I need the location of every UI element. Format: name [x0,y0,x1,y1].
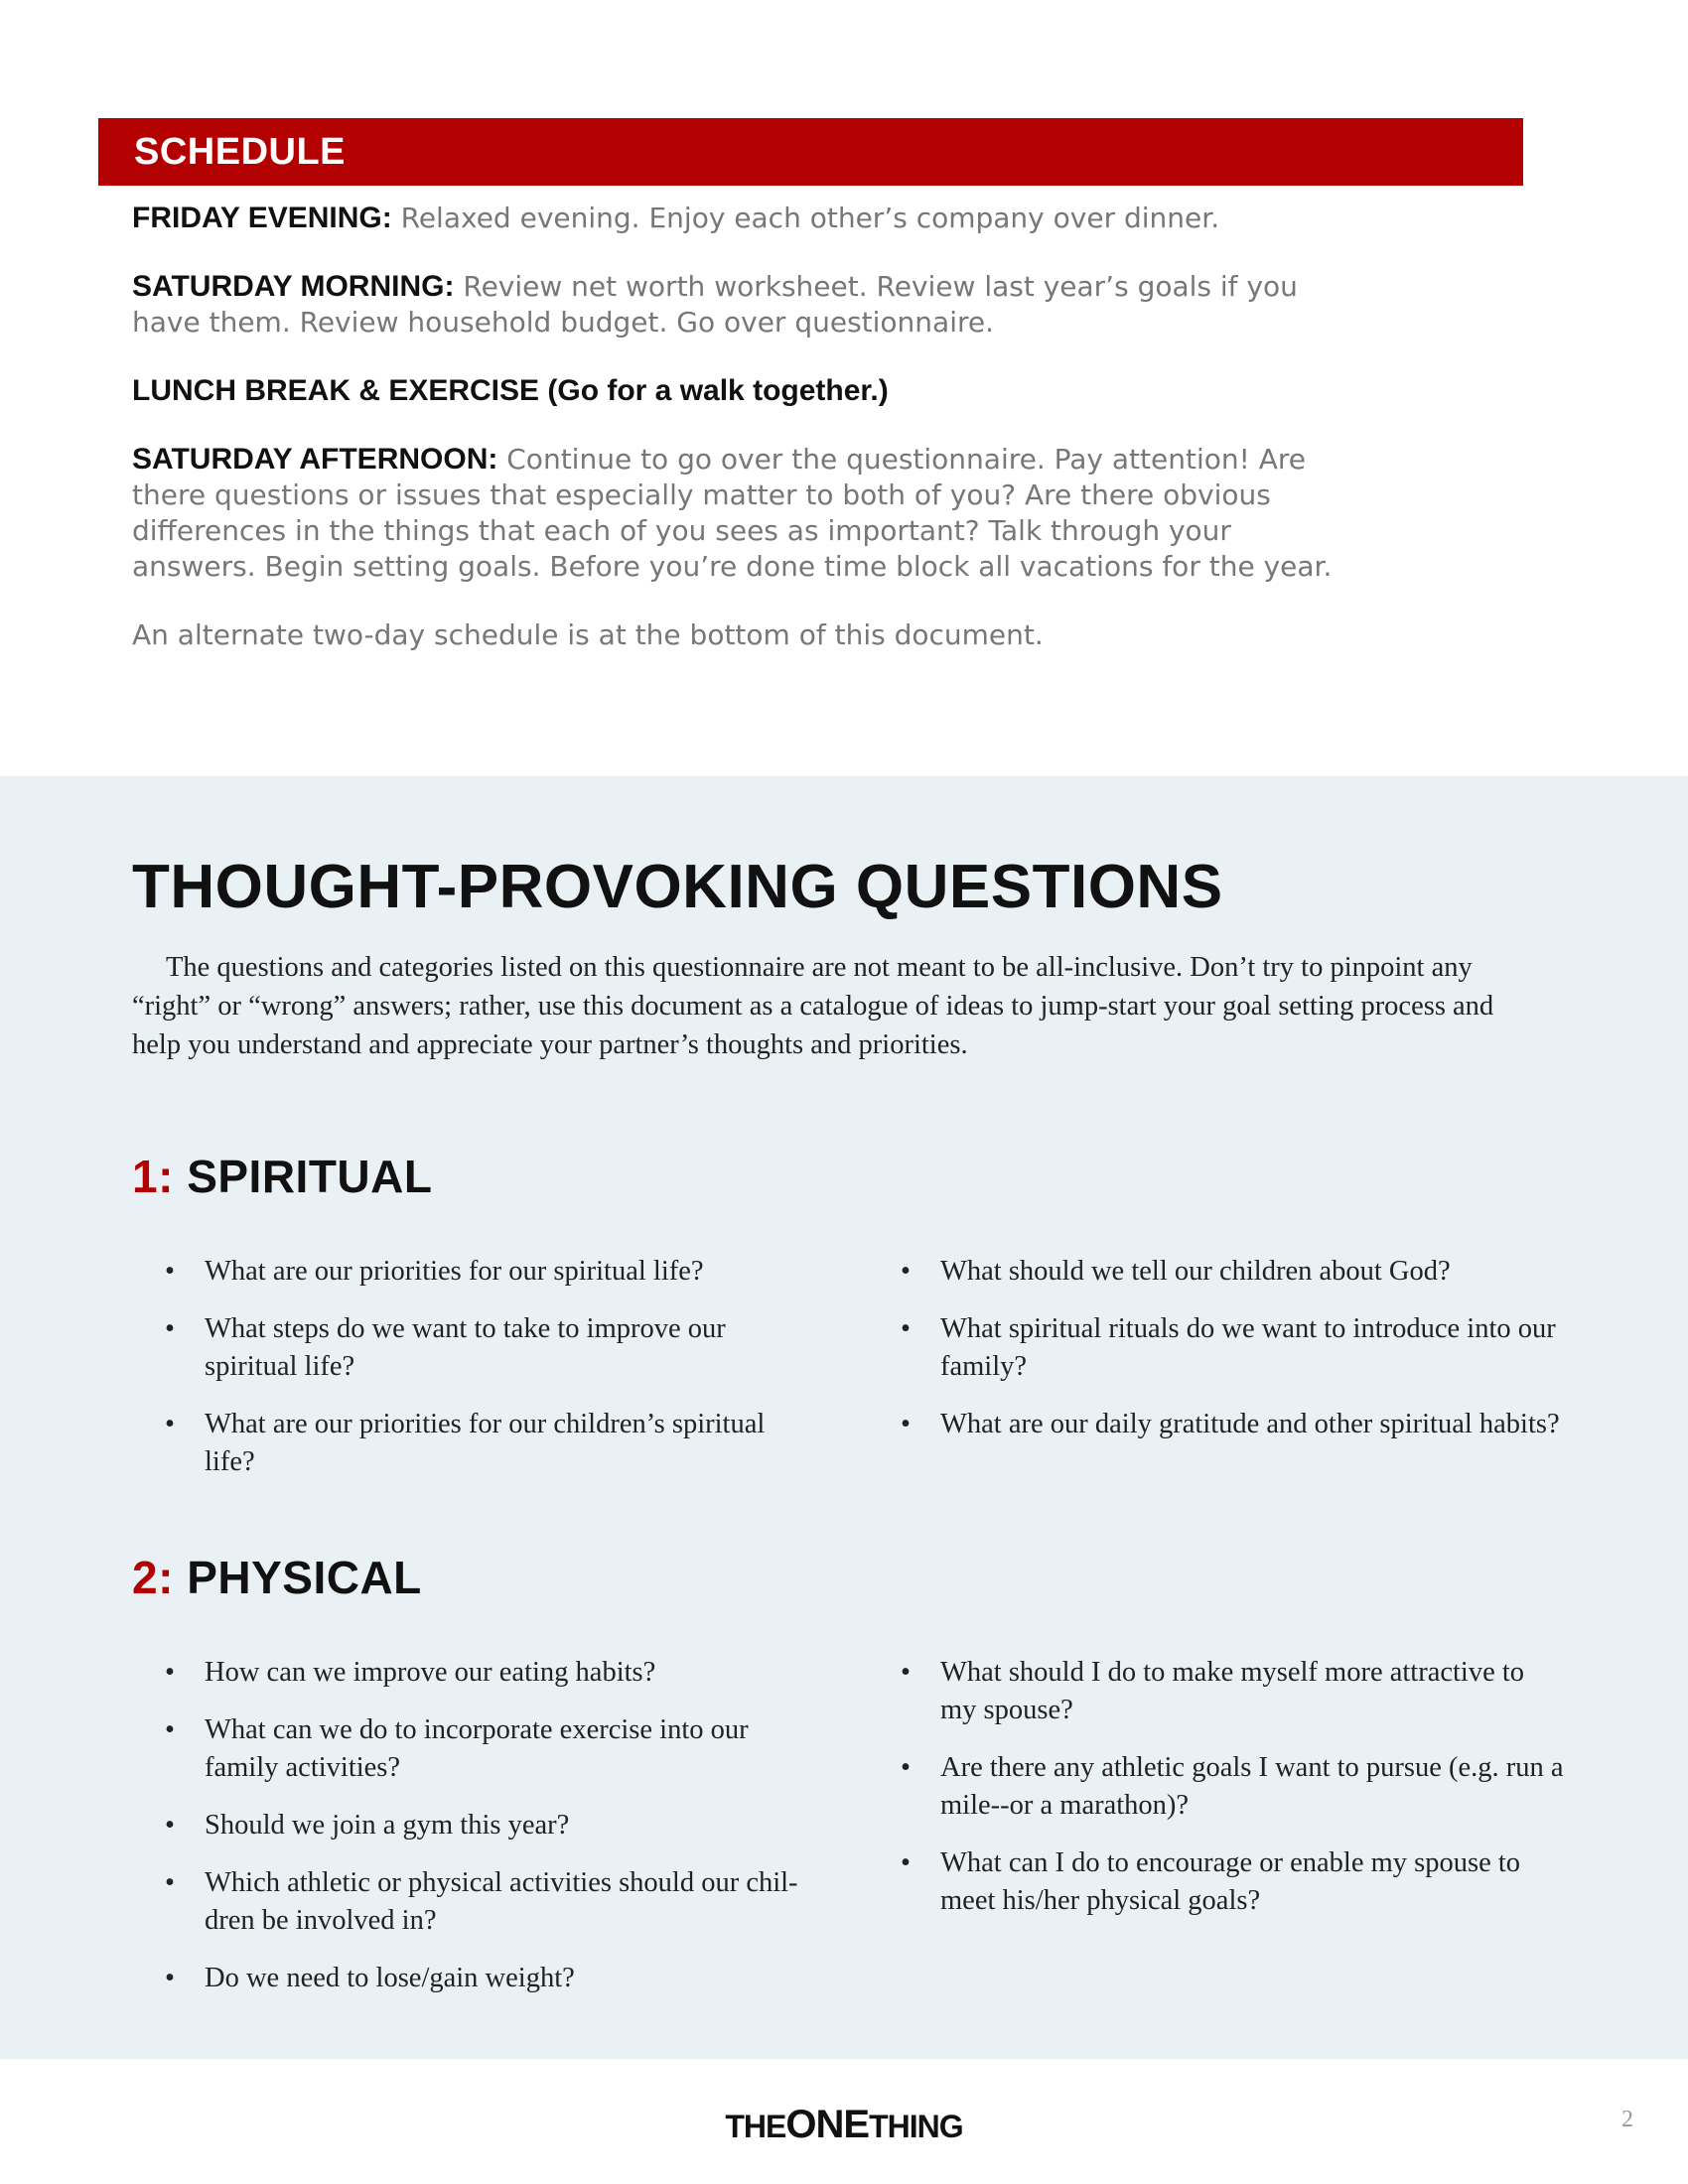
list-item: • Which athletic or physical activities should our chil-dren be involved in? [165,1864,820,1940]
section-number: 2: [132,1552,174,1603]
section-heading-physical [132,1551,422,1604]
logo-thing: THING [869,2109,963,2144]
saturday-afternoon-label: SATURDAY AFTERNOON: [132,443,498,476]
list-item: • What can we do to incorporate exercise into our family activities? [165,1711,820,1787]
saturday-afternoon-entry [132,442,1353,585]
section-name: PHYSICAL [187,1552,422,1603]
list-item: • What spiritual rituals do we want to introduce into our family? [901,1310,1566,1386]
list-item: • Should we join a gym this year? [165,1807,820,1844]
section-name: SPIRITUAL [187,1151,433,1202]
section-number: 1: [132,1151,174,1202]
page-number: 2 [1621,2107,1633,2132]
schedule-heading: SCHEDULE [98,118,1523,186]
saturday-morning-label: SATURDAY MORNING: [132,270,455,303]
lunch-label: LUNCH BREAK & EXERCISE (Go for a walk together.) [132,374,889,407]
list-item: • What are our priorities for our spiritual life? [165,1253,820,1291]
section-heading-spiritual [132,1150,432,1203]
saturday-morning-entry [132,269,1324,341]
list-item: • How can we improve our eating habits? [165,1654,820,1692]
logo-one: ONE [785,2103,870,2146]
list-item: • What can I do to encourage or enable my spouse to meet his/her physical goals? [901,1844,1566,1920]
list-item: • What should I do to make myself more attractive to my spouse? [901,1654,1566,1729]
spiritual-questions-right [901,1253,1566,1463]
list-item: • What are our priorities for our children’s spiritual life? [165,1406,820,1481]
questions-intro: The questions and categories listed on this questionnaire are not meant to be all-inclusive. Don’t try to pinpoint any “right” or “wrong” answers; rather, use this document as a catalogue of ideas to jump-start your goal setting process and help you understand and appreciate your partner’s thoughts and priorities. [132,952,1494,1060]
lunch-entry [132,373,1383,409]
list-item: • Do we need to lose/gain weight? [165,1960,820,1997]
schedule-body [132,201,1383,686]
saturday-afternoon-text: Continue to go over the questionnaire. Pay attention! Are there questions or issues that especially matter to both of you? Are there obvious differences in the things that each of you sees as important? Talk through your answers. Begin setting goals. Before you’re done time block all vacations for the year. [132,443,1333,583]
list-item: • What should we tell our children about God? [901,1253,1566,1291]
alternate-note: An alternate two-day schedule is at the bottom of this document. [132,618,1044,651]
friday-label: FRIDAY EVENING: [132,202,392,234]
list-item: • Are there any athletic goals I want to pursue (e.g. run a mile--or a marathon)? [901,1749,1566,1825]
physical-questions-left [165,1654,820,2017]
physical-questions-right [901,1654,1566,1940]
list-item: • What are our daily gratitude and other spiritual habits? [901,1406,1566,1443]
list-item: • What steps do we want to take to improve our spiritual life? [165,1310,820,1386]
questions-title: THOUGHT-PROVOKING QUESTIONS [132,853,1223,921]
friday-entry [132,201,1383,236]
logo-the: THE [725,2109,786,2144]
spiritual-questions-left [165,1253,820,1501]
friday-text: Relaxed evening. Enjoy each other’s company over dinner. [391,202,1220,234]
the-one-thing-logo [0,2103,1688,2147]
saturday-morning-text: Review net worth worksheet. Review last year’s goals if you have them. Review household budget. Go over questionnaire. [132,270,1298,339]
